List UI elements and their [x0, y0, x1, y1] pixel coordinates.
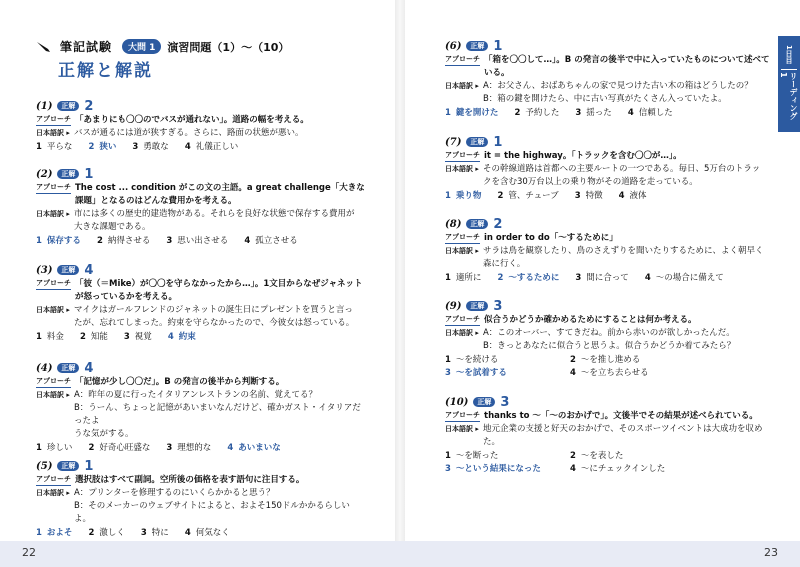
translation-line: B：そのメーカーのウェブサイトによると、およそ150ドルかかるらしいよ。 [73, 501, 350, 524]
choice: 2 管、チューブ [497, 191, 559, 201]
translation-line: バスが通るには道が狭すぎる。さらに、路面の状態が悪い。 [73, 128, 304, 138]
choice: 1 珍しい [36, 443, 73, 453]
pencil-icon [36, 41, 54, 53]
choice: 2 知能 [79, 332, 108, 342]
approach-text: 似合うかどうか確かめるためにすることは何か考える。 [484, 315, 697, 325]
correct-answer: 3 [500, 394, 510, 410]
question-number: (3) [36, 264, 53, 276]
correct-answer: 4 [84, 360, 94, 376]
question-7 [445, 134, 775, 203]
approach-tag: アプローチ [445, 410, 480, 422]
translation-line: A：プリンターを修理するのにいくらかかると思う？ [73, 488, 275, 498]
translation-tag: 日本語訳 ▸ [36, 129, 70, 137]
seikai-badge: 正解 [57, 265, 79, 275]
translation-line: うな気がする。 [73, 429, 134, 439]
choice-correct: 3 ～を試着する [445, 368, 507, 378]
question-number: (10) [445, 396, 469, 408]
question-2 [36, 166, 366, 248]
choice: 3 特徴 [574, 191, 603, 201]
approach-tag: アプローチ [36, 182, 71, 194]
choice-correct: 4 約束 [167, 332, 196, 342]
approach-text: 「彼（＝Mike）が〇〇を守らなかったから…」。1文目からなぜジャネットが怒っているかを考える。 [75, 279, 363, 302]
translation-line: B：うーん、ちょっと記憶があいまいなんだけど、確かガスト・イタリアだったよ [73, 403, 361, 426]
translation-line: 市には多くの歴史的建造物がある。それらを良好な状態で保存する費用が [73, 209, 355, 219]
seikai-badge: 正解 [473, 397, 495, 407]
translation-line: 大きな課題である。 [73, 222, 151, 232]
translation-line: クを含む30万台以上の乗り物がその道路を走っている。 [482, 177, 698, 187]
question-number: (6) [445, 40, 462, 52]
choice: 1 ～を断った [445, 451, 499, 461]
approach-text: 選択肢はすべて副詞。空所後の価格を表す語句に注目する。 [75, 475, 305, 485]
translation-tag: 日本語訳 ▸ [36, 210, 70, 218]
choice-correct: 2 ～するために [497, 273, 560, 283]
approach-text: The cost ... condition がこの文の主語。a great challenge「大きな課題」となるのはどんな費用かを考える。 [75, 183, 365, 206]
choice-correct: 1 およそ [36, 528, 73, 538]
page-number-right: 23 [764, 546, 778, 559]
choice: 2 好奇心旺盛な [88, 443, 151, 453]
choice-correct: 1 鍵を開けた [445, 108, 499, 118]
question-10 [445, 394, 775, 476]
page-title: 正解と解説 [58, 61, 153, 81]
translation-line: た。 [482, 437, 500, 447]
approach-tag: アプローチ [36, 114, 71, 126]
choice: 4 液体 [618, 191, 647, 201]
approach-text: it = the highway。「トラックを含む〇〇が…」。 [484, 151, 682, 161]
section-header [36, 38, 289, 55]
page-number-left: 22 [22, 546, 36, 559]
choice: 4 信頼した [627, 108, 673, 118]
choice: 4 ～の場合に備えて [644, 273, 724, 283]
choice: 4 ～を立ち去らせる [570, 368, 649, 378]
translation-line: A：昨年の夏に行ったイタリアンレストランの名前、覚えてる？ [73, 390, 317, 400]
choice: 1 適所に [445, 273, 482, 283]
choice: 3 視覚 [123, 332, 152, 342]
question-number: (9) [445, 300, 462, 312]
choice: 1 料金 [36, 332, 64, 342]
translation-line: たが、忘れてしまった。約束を守らなかったので、今彼女は怒っている。 [73, 318, 355, 328]
question-number: (1) [36, 100, 53, 112]
choice: 2 予約した [514, 108, 560, 118]
approach-text: 「箱を〇〇して…」。B の発言の後半で中に入っていたものについて述べている。 [484, 55, 770, 78]
approach-tag: アプローチ [445, 150, 480, 162]
chapter-side-tab [778, 36, 800, 132]
seikai-badge: 正解 [57, 363, 79, 373]
approach-text: in order to do「～するために」 [484, 233, 618, 243]
correct-answer: 1 [493, 134, 503, 150]
footer-band [0, 541, 800, 567]
question-number: (8) [445, 218, 462, 230]
approach-tag: アプローチ [36, 376, 71, 388]
seikai-badge: 正解 [466, 137, 488, 147]
tab-divider [781, 69, 797, 70]
seikai-badge: 正解 [57, 101, 79, 111]
translation-tag: 日本語訳 ▸ [445, 329, 479, 337]
question-5 [36, 458, 366, 540]
translation-line: A：お父さん、おばあちゃんの家で見つけた古い木の箱はどうしたの？ [482, 81, 753, 91]
choice-correct: 3 ～という結果になった [445, 464, 541, 474]
approach-text: 「記憶が少し〇〇だ」。B の発言の後半から判断する。 [75, 377, 285, 387]
question-6 [445, 38, 775, 120]
choice: 3 間に合って [575, 273, 629, 283]
approach-text: thanks to ～「～のおかげで」。文後半でその結果が述べられている。 [484, 411, 758, 421]
choice: 4 何気なく [184, 528, 230, 538]
translation-tag: 日本語訳 ▸ [445, 82, 479, 90]
choice: 2 納得させる [96, 236, 151, 246]
translation-line: マイクはガールフレンドのジャネットの誕生日にプレゼントを買うと言っ [73, 305, 353, 315]
exercise-range: 演習問題（1）～（10） [167, 40, 290, 54]
seikai-badge: 正解 [466, 41, 488, 51]
question-8 [445, 216, 775, 285]
choice: 4 ～にチェックインした [570, 464, 666, 474]
question-number: (4) [36, 362, 53, 374]
day-label: 1日目 [785, 44, 793, 64]
choice-correct: 2 狭い [88, 142, 117, 152]
choice: 3 特に [140, 528, 169, 538]
translation-tag: 日本語訳 ▸ [36, 391, 70, 399]
correct-answer: 1 [84, 166, 94, 182]
translation-tag: 日本語訳 ▸ [445, 165, 479, 173]
correct-answer: 1 [493, 38, 503, 54]
choice: 3 揺った [575, 108, 612, 118]
correct-answer: 3 [493, 298, 503, 314]
question-9 [445, 298, 775, 380]
translation-tag: 日本語訳 ▸ [36, 306, 70, 314]
choice: 2 ～を表した [570, 451, 624, 461]
seikai-badge: 正解 [466, 219, 488, 229]
question-number: (2) [36, 168, 53, 180]
choice: 1 ～を続ける [445, 355, 499, 365]
approach-tag: アプローチ [36, 474, 71, 486]
seikai-badge: 正解 [57, 461, 79, 471]
translation-tag: 日本語訳 ▸ [445, 425, 479, 433]
left-page [0, 0, 395, 567]
correct-answer: 1 [84, 458, 94, 474]
approach-tag: アプローチ [445, 232, 480, 244]
taimon-badge: 大問 1 [122, 39, 161, 54]
approach-tag: アプローチ [445, 54, 480, 66]
exam-label: 筆記試験 [60, 40, 113, 54]
choice: 2 激しく [88, 528, 125, 538]
seikai-badge: 正解 [57, 169, 79, 179]
translation-tag: 日本語訳 ▸ [36, 489, 70, 497]
correct-answer: 2 [84, 98, 94, 114]
choice: 3 理想的な [166, 443, 212, 453]
choice: 2 ～を推し進める [570, 355, 641, 365]
right-page [405, 0, 800, 567]
choice: 4 孤立させる [244, 236, 298, 246]
translation-line: B：きっとあなたに似合うと思うよ。似合うかどうか着てみたら？ [482, 341, 736, 351]
section-label: リーディング 1 [779, 72, 798, 120]
translation-line: B：箱の鍵を開けたら、中に古い写真がたくさん入っていたよ。 [482, 94, 727, 104]
choice-correct: 1 乗り物 [445, 191, 482, 201]
choice-correct: 1 保存する [36, 236, 81, 246]
question-number: (7) [445, 136, 462, 148]
correct-answer: 4 [84, 262, 94, 278]
translation-line: その幹線道路は首都への主要ルートの一つである。毎日、5万台のトラッ [482, 164, 761, 174]
approach-text: 「あまりにも〇〇のでバスが通れない」。道路の幅を考える。 [75, 115, 309, 125]
question-4 [36, 360, 366, 455]
translation-line: 地元企業の支援と好天のおかげで、そのスポーツイベントは大成功を収め [482, 424, 763, 434]
approach-tag: アプローチ [445, 314, 480, 326]
translation-tag: 日本語訳 ▸ [445, 247, 479, 255]
correct-answer: 2 [493, 216, 503, 232]
question-3 [36, 262, 366, 344]
seikai-badge: 正解 [466, 301, 488, 311]
translation-line: A：このオーバー、すてきだね。前から赤いのが欲しかったんだ。 [482, 328, 735, 338]
question-1 [36, 98, 366, 154]
question-number: (5) [36, 460, 53, 472]
approach-tag: アプローチ [36, 278, 71, 290]
book-gutter [395, 0, 405, 567]
choice-correct: 4 あいまいな [227, 443, 281, 453]
choice: 4 礼儀正しい [184, 142, 239, 152]
choice: 1 平らな [36, 142, 73, 152]
translation-line: 森に行く。 [482, 259, 526, 269]
translation-line: サラは鳥を観察したり、鳥のさえずりを聞いたりするために、よく朝早く [482, 246, 764, 256]
choice: 3 勇敢な [132, 142, 169, 152]
choice: 3 思い出させる [166, 236, 229, 246]
